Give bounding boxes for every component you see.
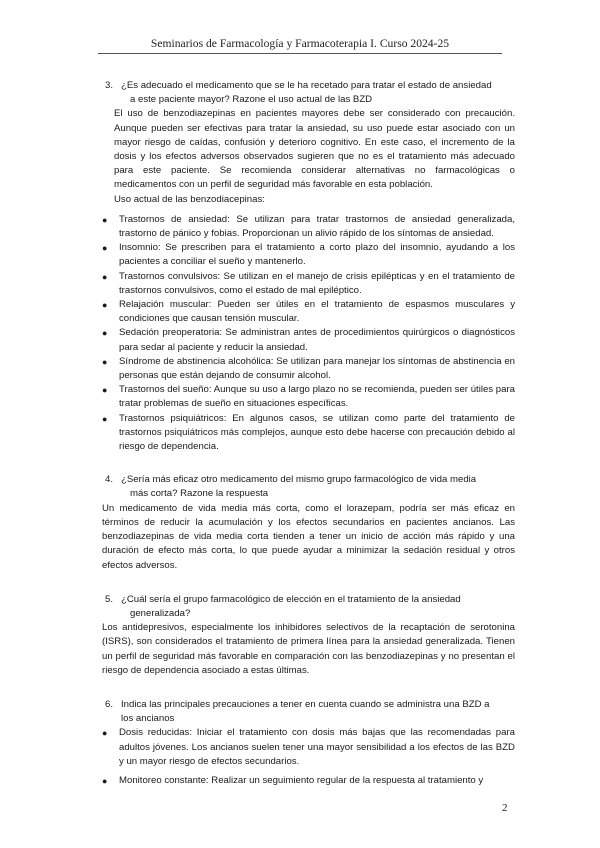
list-item: ● Trastornos de ansiedad: Se utilizan para tratar trastornos de ansiedad generalizada, trastorno de pánico y fobias. Proporcionan un alivio rápido de los síntomas de ansiedad.	[102, 213, 515, 240]
list-item: ● Monitoreo constante: Realizar un seguimiento regular de la respuesta al tratamiento y	[102, 774, 484, 786]
list-item: ● Trastornos convulsivos: Se utilizan en el manejo de crisis epilépticas y en el tratamiento de trastornos convulsivos, como el estado de mal epiléptico.	[102, 270, 515, 296]
bzd-uses-list	[102, 213, 515, 454]
list-item: ● Sedación preoperatoria: Se administran antes de procedimientos quirúrgicos o diagnósticos para sedar al paciente y reducir la ansiedad.	[102, 327, 515, 353]
list-item: ● Insomnio: Se prescriben para el tratamiento a corto plazo del insomnio, ayudando a los pacientes a conciliar el sueño y mantenerlo.	[102, 242, 515, 268]
list-item: ● Trastornos del sueño: Aunque su uso a largo plazo no se recomienda, pueden ser útiles para tratar problemas de sueño en situaciones específicas.	[102, 384, 515, 410]
precautions-list	[102, 726, 515, 788]
question-text-line: ¿Es adecuado el medicamento que se le ha recetado para tratar el estado de ansiedad	[121, 80, 492, 91]
question-text-line: más corta? Razone la respuesta	[130, 488, 269, 500]
uses-title: Uso actual de las benzodiacepinas:	[114, 193, 265, 205]
question-number: 5.	[105, 593, 114, 605]
question-5-heading	[105, 593, 515, 621]
question-text-line: Indica las principales precauciones a tener en cuenta cuando se administra una BZD a	[121, 698, 490, 710]
list-item: ● Dosis reducidas: Iniciar el tratamiento con dosis más bajas que las recomendadas para adultos jóvenes. Los ancianos suelen tener una mayor sensibilidad a los efectos de las BZD y un mayor riesgo de efectos secundarios.	[102, 727, 515, 767]
list-item: ● Relajación muscular: Pueden ser útiles en el tratamiento de espasmos musculares y condiciones que causan tensión muscular.	[102, 299, 515, 325]
question-number: 3.	[105, 80, 114, 91]
question-text-line: a este paciente mayor? Razone el uso actual de las BZD	[130, 94, 373, 106]
question-number: 6.	[105, 698, 114, 710]
question-text-line: ¿Sería más eficaz otro medicamento del mismo grupo farmacológico de vida media	[121, 474, 477, 486]
page-header: Seminarios de Farmacología y Farmacoterapia I. Curso 2024-25	[150, 37, 450, 50]
question-text-line: ¿Cuál sería el grupo farmacológico de elección en el tratamiento de la ansiedad	[121, 593, 461, 605]
document-body	[102, 79, 515, 788]
question-number: 4.	[105, 474, 114, 486]
question-text-line: generalizada?	[130, 607, 191, 619]
page-number: 2	[502, 802, 508, 814]
header-divider	[98, 53, 502, 54]
list-item: ● Síndrome de abstinencia alcohólica: Se utilizan para manejar los síntomas de abstinencia en personas que están dejando de consumir alcohol.	[102, 355, 515, 382]
question-text-line: los ancianos	[121, 713, 175, 725]
question-4-heading	[105, 473, 515, 501]
answer-paragraph: Los antidepresivos, especialmente los inhibidores selectivos de la recaptación de serotonina (ISRS), son considerados el tratamiento de primera línea para la ansiedad generalizada. Tienen un perfil de seguridad más favorable en comparación con las benzodiazepinas y no presentan el riesgo de dependencia asociado a estas últimas.	[102, 622, 515, 676]
answer-paragraph: El uso de benzodiazepinas en pacientes mayores debe ser considerado con precaución. Aunque pueden ser efectivas para tratar la ansiedad, su uso puede estar asociado con un mayor riesgo de caídas, confusión y deterioro cognitivo. En este caso, el incremento de la dosis y los efectos adversos observados sugieren que no es el tratamiento más adecuado para este paciente. Se recomienda considerar alternativas no farmacológicas o medicamentos con un perfil de seguridad más favorable en esta población.	[114, 108, 515, 191]
question-6-heading	[105, 698, 515, 726]
answer-paragraph: Un medicamento de vida media más corta, como el lorazepam, podría ser más eficaz en términos de reducir la acumulación y los efectos secundarios en pacientes ancianos. Las benzodiazepinas de vida media corta tienden a tener un inicio de acción más rápido y una duración de efecto más corta, lo que puede ayudar a minimizar la sedación residual y otros efectos adversos.	[102, 502, 515, 571]
question-3-heading	[105, 79, 515, 107]
list-item: ● Trastornos psiquiátricos: En algunos casos, se utilizan como parte del tratamiento de trastornos psiquiátricos más complejos, aunque esto debe hacerse con precaución debido al riesgo de dependencia.	[102, 412, 515, 453]
